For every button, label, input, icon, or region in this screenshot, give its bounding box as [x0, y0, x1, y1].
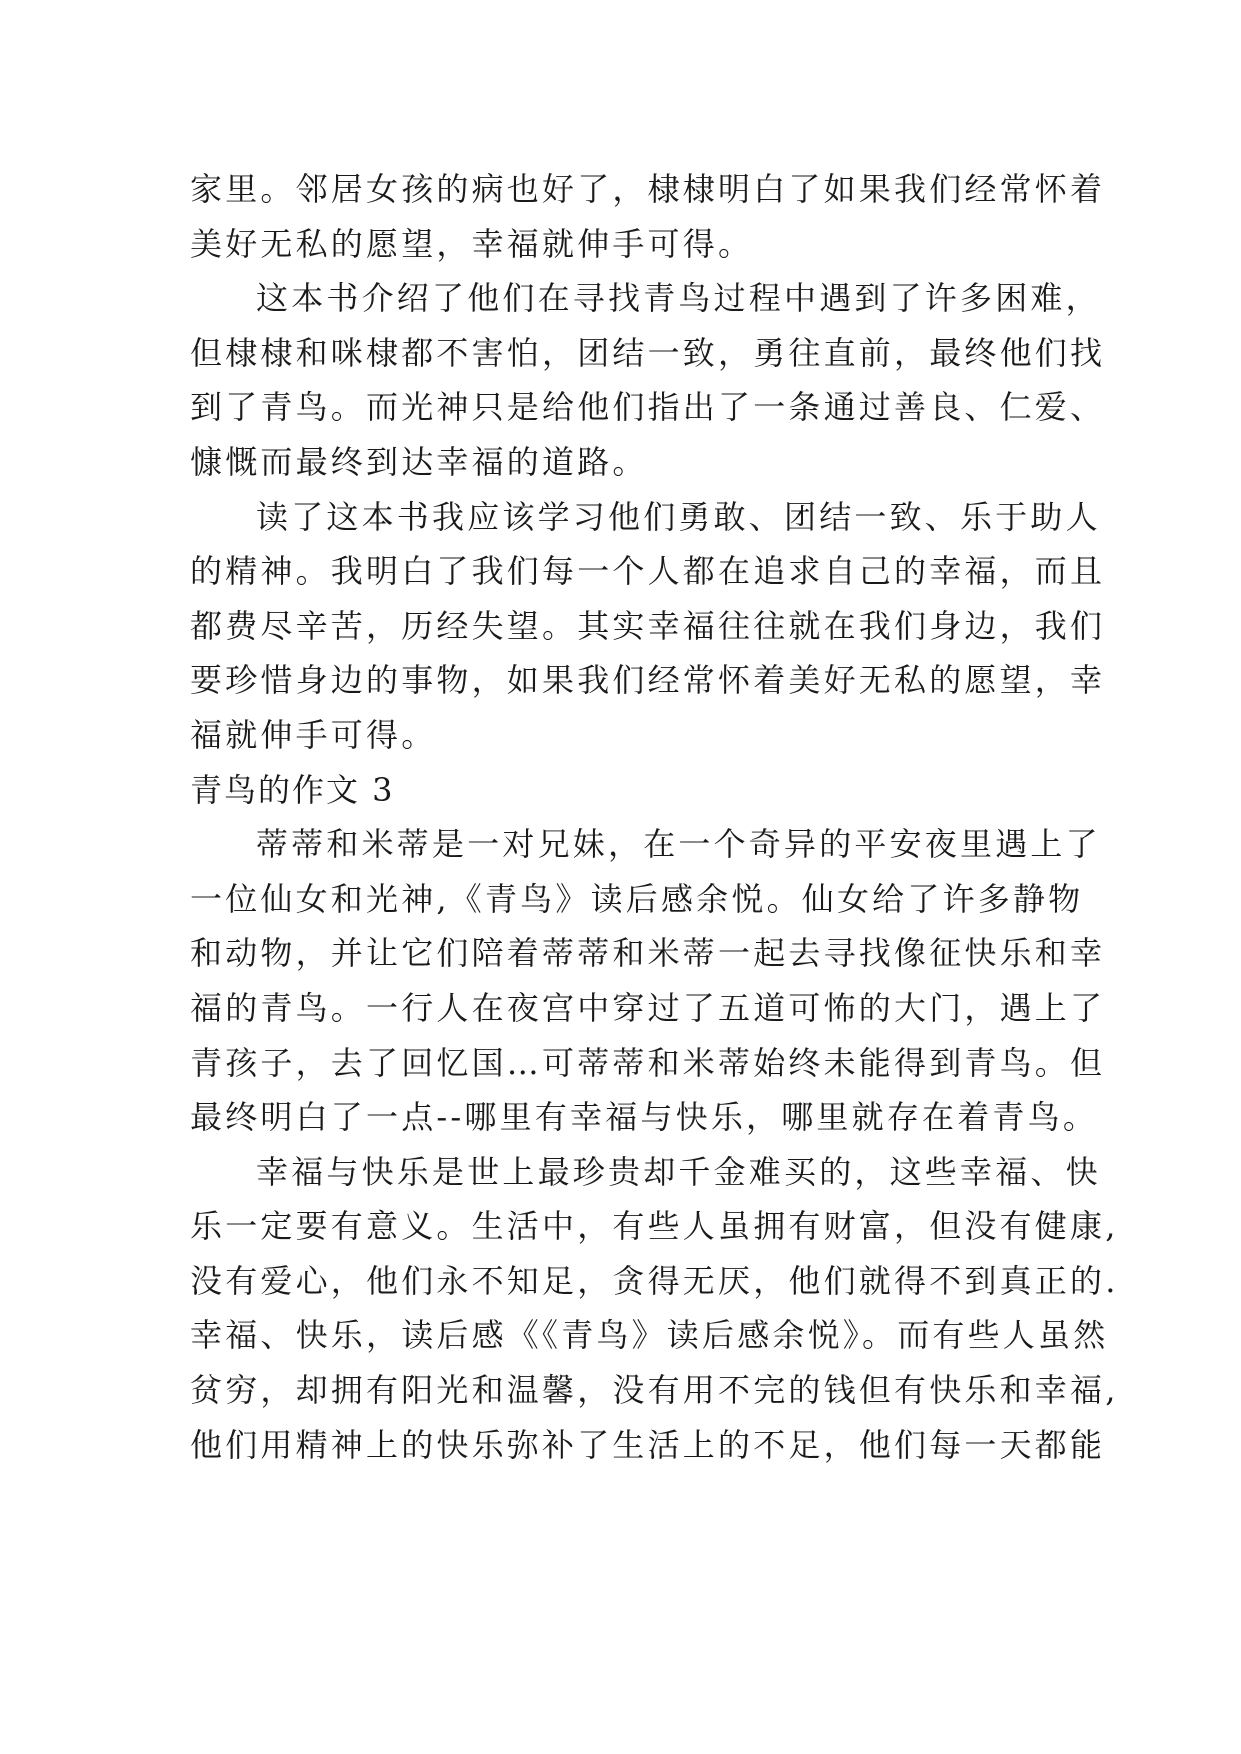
- document-body: [190, 162, 1119, 1472]
- text-line: 青孩子，去了回忆国…可蒂蒂和米蒂始终未能得到青鸟。但: [190, 1043, 1106, 1082]
- text-line: 和动物，并让它们陪着蒂蒂和米蒂一起去寻找像征快乐和幸: [190, 934, 1106, 973]
- text-line: 他们用精神上的快乐弥补了生活上的不足，他们每一天都能: [190, 1425, 1106, 1464]
- text-line: 一位仙女和光神,《青鸟》读后感余悦。仙女给了许多静物: [190, 879, 1084, 918]
- text-line: 福就伸手可得。: [190, 715, 437, 754]
- section-heading: 青鸟的作文 3: [190, 770, 395, 809]
- text-line: 福的青鸟。一行人在夜宫中穿过了五道可怖的大门，遇上了: [190, 988, 1106, 1027]
- text-line: 要珍惜身边的事物，如果我们经常怀着美好无私的愿望，幸: [190, 661, 1106, 700]
- text-line: 的精神。我明白了我们每一个人都在追求自己的幸福，而且: [190, 552, 1106, 591]
- text-line: 美好无私的愿望，幸福就伸手可得。: [190, 224, 754, 263]
- text-line: 幸福与快乐是世上最珍贵却千金难买的，这些幸福、快: [256, 1152, 1101, 1191]
- text-line: 贫穷，却拥有阳光和温馨，没有用不完的钱但有快乐和幸福,: [190, 1371, 1119, 1410]
- text-line: 但棣棣和咪棣都不害怕，团结一致，勇往直前，最终他们找: [190, 333, 1106, 372]
- text-line: 到了青鸟。而光神只是给他们指出了一条通过善良、仁爱、: [190, 388, 1106, 427]
- text-line: 最终明白了一点--哪里有幸福与快乐，哪里就存在着青鸟。: [190, 1098, 1099, 1137]
- text-line: 幸福、快乐，读后感《《青鸟》读后感余悦》。而有些人虽然: [190, 1316, 1109, 1355]
- text-line: 没有爱心，他们永不知足，贪得无厌，他们就得不到真正的.: [190, 1261, 1119, 1300]
- text-line: 读了这本书我应该学习他们勇敢、团结一致、乐于助人: [256, 497, 1101, 536]
- text-line: 慷慨而最终到达幸福的道路。: [190, 442, 648, 481]
- text-line: 乐一定要有意义。生活中，有些人虽拥有财富，但没有健康,: [190, 1207, 1119, 1246]
- text-line: 家里。邻居女孩的病也好了，棣棣明白了如果我们经常怀着: [190, 170, 1106, 208]
- text-line: 蒂蒂和米蒂是一对兄妹，在一个奇异的平安夜里遇上了: [256, 825, 1101, 864]
- text-line: 都费尽辛苦，历经失望。其实幸福往往就在我们身边，我们: [190, 606, 1106, 645]
- text-line: 这本书介绍了他们在寻找青鸟过程中遇到了许多困难，: [256, 279, 1101, 318]
